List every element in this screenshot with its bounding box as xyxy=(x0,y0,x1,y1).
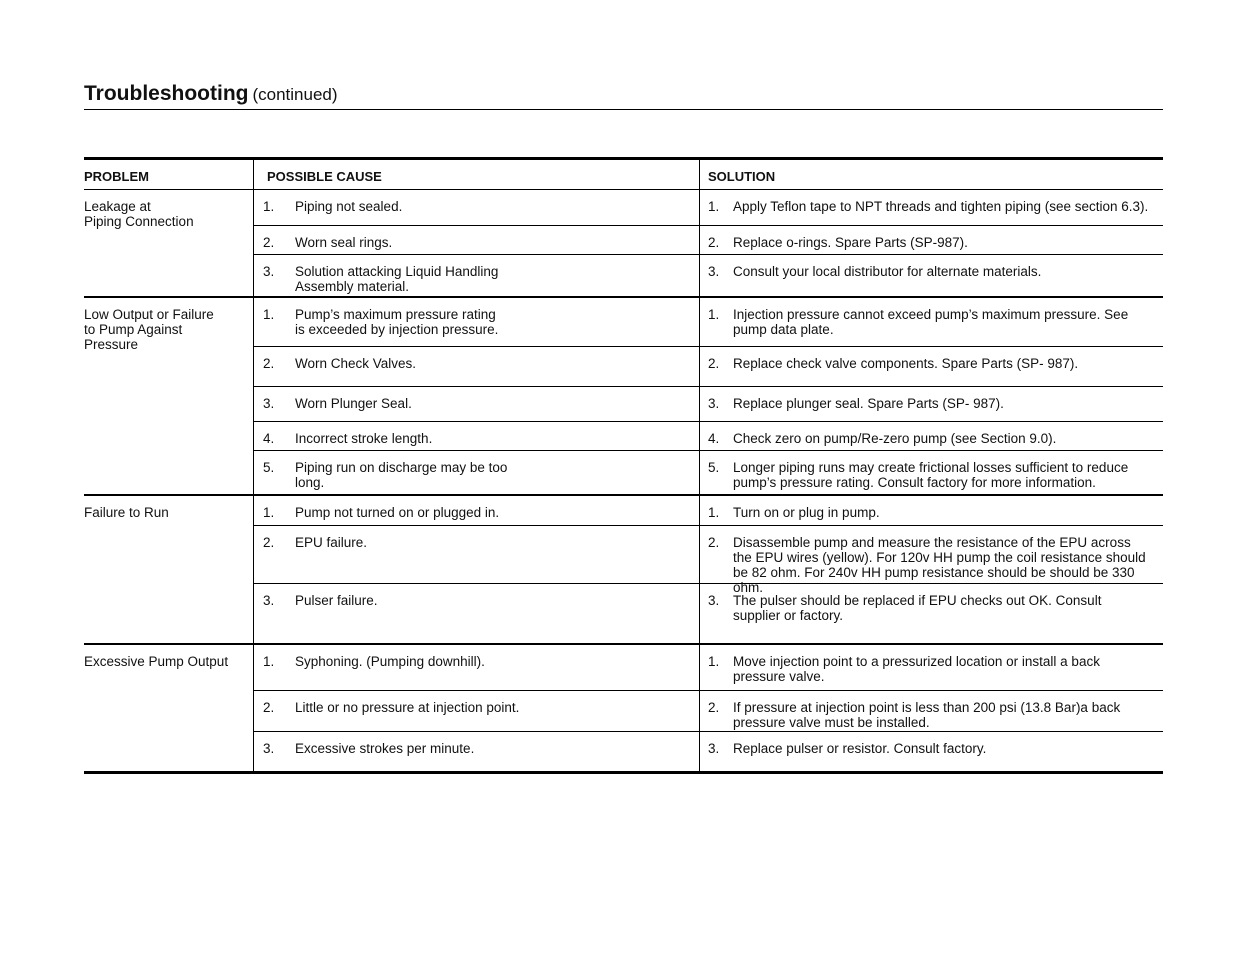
table-row xyxy=(253,525,1163,595)
header-problem: PROBLEM xyxy=(84,169,149,184)
solution-number: 3. xyxy=(708,264,720,279)
solution-cell xyxy=(699,422,1163,450)
cause-number: 5. xyxy=(263,460,275,475)
troubleshooting-table xyxy=(84,157,1163,774)
cause-number: 3. xyxy=(263,593,275,608)
possible-cause-cell xyxy=(253,584,699,643)
solution-number: 3. xyxy=(708,396,720,411)
cause-text: Excessive strokes per minute. xyxy=(295,741,475,756)
possible-cause-cell xyxy=(253,298,699,346)
problem-group xyxy=(84,643,1163,771)
header-solution: SOLUTION xyxy=(699,160,1163,189)
cause-number: 2. xyxy=(263,700,275,715)
problem-group xyxy=(84,494,1163,643)
page-title-text: Troubleshooting xyxy=(84,82,249,105)
cause-number: 2. xyxy=(263,235,275,250)
possible-cause-cell xyxy=(253,732,699,771)
problem-label: Failure to Run xyxy=(84,505,169,520)
cause-text: Piping not sealed. xyxy=(295,199,403,214)
solution-text: Move injection point to a pressurized location or install a back pressure valve. xyxy=(733,654,1100,684)
possible-cause-cell xyxy=(253,451,699,494)
cause-text: Solution attacking Liquid Handling Assembly material. xyxy=(295,264,499,294)
solution-text: Replace pulser or resistor. Consult factory. xyxy=(733,741,987,756)
cause-number: 1. xyxy=(263,199,275,214)
table-row xyxy=(253,190,1163,225)
possible-cause-cell xyxy=(253,190,699,225)
cause-number: 3. xyxy=(263,741,275,756)
table-row xyxy=(253,386,1163,421)
solution-cell xyxy=(699,496,1163,525)
problem-label: Low Output or Failure to Pump Against Pressure xyxy=(84,307,214,352)
table-row xyxy=(253,346,1163,386)
solution-number: 1. xyxy=(708,654,720,669)
cause-number: 1. xyxy=(263,505,275,520)
solution-number: 1. xyxy=(708,505,720,520)
header-possible-cause: POSSIBLE CAUSE xyxy=(253,160,699,189)
table-row xyxy=(253,254,1163,296)
possible-cause-cell xyxy=(253,387,699,421)
solution-number: 1. xyxy=(708,199,720,214)
solution-cell xyxy=(699,298,1163,346)
title-divider xyxy=(84,109,1163,110)
solution-cell xyxy=(699,691,1163,731)
solution-number: 4. xyxy=(708,431,720,446)
solution-text: Replace o-rings. Spare Parts (SP-987). xyxy=(733,235,968,250)
solution-text: The pulser should be replaced if EPU checks out OK. Consult supplier or factory. xyxy=(733,593,1102,623)
cause-number: 3. xyxy=(263,396,275,411)
problem-rows xyxy=(253,190,1163,296)
problem-rows xyxy=(253,496,1163,643)
cause-text: Syphoning. (Pumping downhill). xyxy=(295,654,485,669)
solution-number: 2. xyxy=(708,535,720,550)
solution-text: Apply Teflon tape to NPT threads and tighten piping (see section 6.3). xyxy=(733,199,1149,214)
solution-cell xyxy=(699,584,1163,643)
table-row xyxy=(253,496,1163,525)
page-subtitle: (continued) xyxy=(252,85,338,104)
solution-text: If pressure at injection point is less than 200 psi (13.8 Bar)a back pressure valve must be installed. xyxy=(733,700,1121,730)
cause-text: Incorrect stroke length. xyxy=(295,431,433,446)
possible-cause-cell xyxy=(253,255,699,296)
cause-number: 1. xyxy=(263,307,275,322)
page-title xyxy=(84,80,338,109)
problem-label: Excessive Pump Output xyxy=(84,654,229,669)
cause-text: Piping run on discharge may be too long. xyxy=(295,460,508,490)
solution-text: Replace check valve components. Spare Parts (SP- 987). xyxy=(733,356,1079,371)
possible-cause-cell xyxy=(253,422,699,450)
table-header-row xyxy=(84,160,1163,190)
table-row xyxy=(253,731,1163,771)
table-body xyxy=(84,190,1163,771)
table-row xyxy=(253,583,1163,643)
solution-cell xyxy=(699,190,1163,225)
solution-cell xyxy=(699,387,1163,421)
solution-text: Disassemble pump and measure the resistance of the EPU across the EPU wires (yellow). For 120v HH pump the coil resistance should be 82 ohm. For 240v HH pump resistance should be should be 330 ohm. xyxy=(733,535,1146,595)
cause-text: Pump not turned on or plugged in. xyxy=(295,505,500,520)
solution-number: 2. xyxy=(708,356,720,371)
solution-text: Injection pressure cannot exceed pump’s maximum pressure. See pump data plate. xyxy=(733,307,1129,337)
problem-rows xyxy=(253,298,1163,494)
possible-cause-cell xyxy=(253,347,699,386)
cause-text: Worn Check Valves. xyxy=(295,356,417,371)
cause-number: 4. xyxy=(263,431,275,446)
cause-text: EPU failure. xyxy=(295,535,368,550)
cause-text: Worn Plunger Seal. xyxy=(295,396,412,411)
problem-rows xyxy=(253,645,1163,771)
solution-number: 3. xyxy=(708,593,720,608)
solution-text: Replace plunger seal. Spare Parts (SP- 987). xyxy=(733,396,1004,411)
solution-text: Check zero on pump/Re-zero pump (see Section 9.0). xyxy=(733,431,1057,446)
problem-group xyxy=(84,296,1163,494)
solution-cell xyxy=(699,451,1163,494)
table-row xyxy=(253,298,1163,346)
cause-number: 3. xyxy=(263,264,275,279)
cause-text: Pulser failure. xyxy=(295,593,378,608)
solution-cell xyxy=(699,255,1163,296)
solution-number: 2. xyxy=(708,235,720,250)
solution-number: 2. xyxy=(708,700,720,715)
table-row xyxy=(253,690,1163,731)
possible-cause-cell xyxy=(253,526,699,583)
table-row xyxy=(253,450,1163,494)
cause-number: 2. xyxy=(263,356,275,371)
cause-text: Worn seal rings. xyxy=(295,235,393,250)
possible-cause-cell xyxy=(253,691,699,731)
problem-label: Leakage at Piping Connection xyxy=(84,199,194,229)
possible-cause-cell xyxy=(253,496,699,525)
problem-group xyxy=(84,190,1163,296)
cause-number: 1. xyxy=(263,654,275,669)
solution-cell xyxy=(699,645,1163,690)
table-row xyxy=(253,645,1163,690)
solution-cell xyxy=(699,226,1163,254)
solution-number: 5. xyxy=(708,460,720,475)
solution-cell xyxy=(699,347,1163,386)
table-row xyxy=(253,225,1163,254)
solution-number: 3. xyxy=(708,741,720,756)
possible-cause-cell xyxy=(253,645,699,690)
solution-text: Turn on or plug in pump. xyxy=(733,505,880,520)
table-row xyxy=(253,421,1163,450)
solution-number: 1. xyxy=(708,307,720,322)
solution-cell xyxy=(699,526,1163,595)
cause-text: Pump’s maximum pressure rating is exceeded by injection pressure. xyxy=(295,307,499,337)
cause-text: Little or no pressure at injection point. xyxy=(295,700,520,715)
solution-text: Longer piping runs may create frictional losses sufficient to reduce pump’s pressure rating. Consult factory for more information. xyxy=(733,460,1129,490)
possible-cause-cell xyxy=(253,226,699,254)
solution-text: Consult your local distributor for alternate materials. xyxy=(733,264,1042,279)
solution-cell xyxy=(699,732,1163,771)
cause-number: 2. xyxy=(263,535,275,550)
